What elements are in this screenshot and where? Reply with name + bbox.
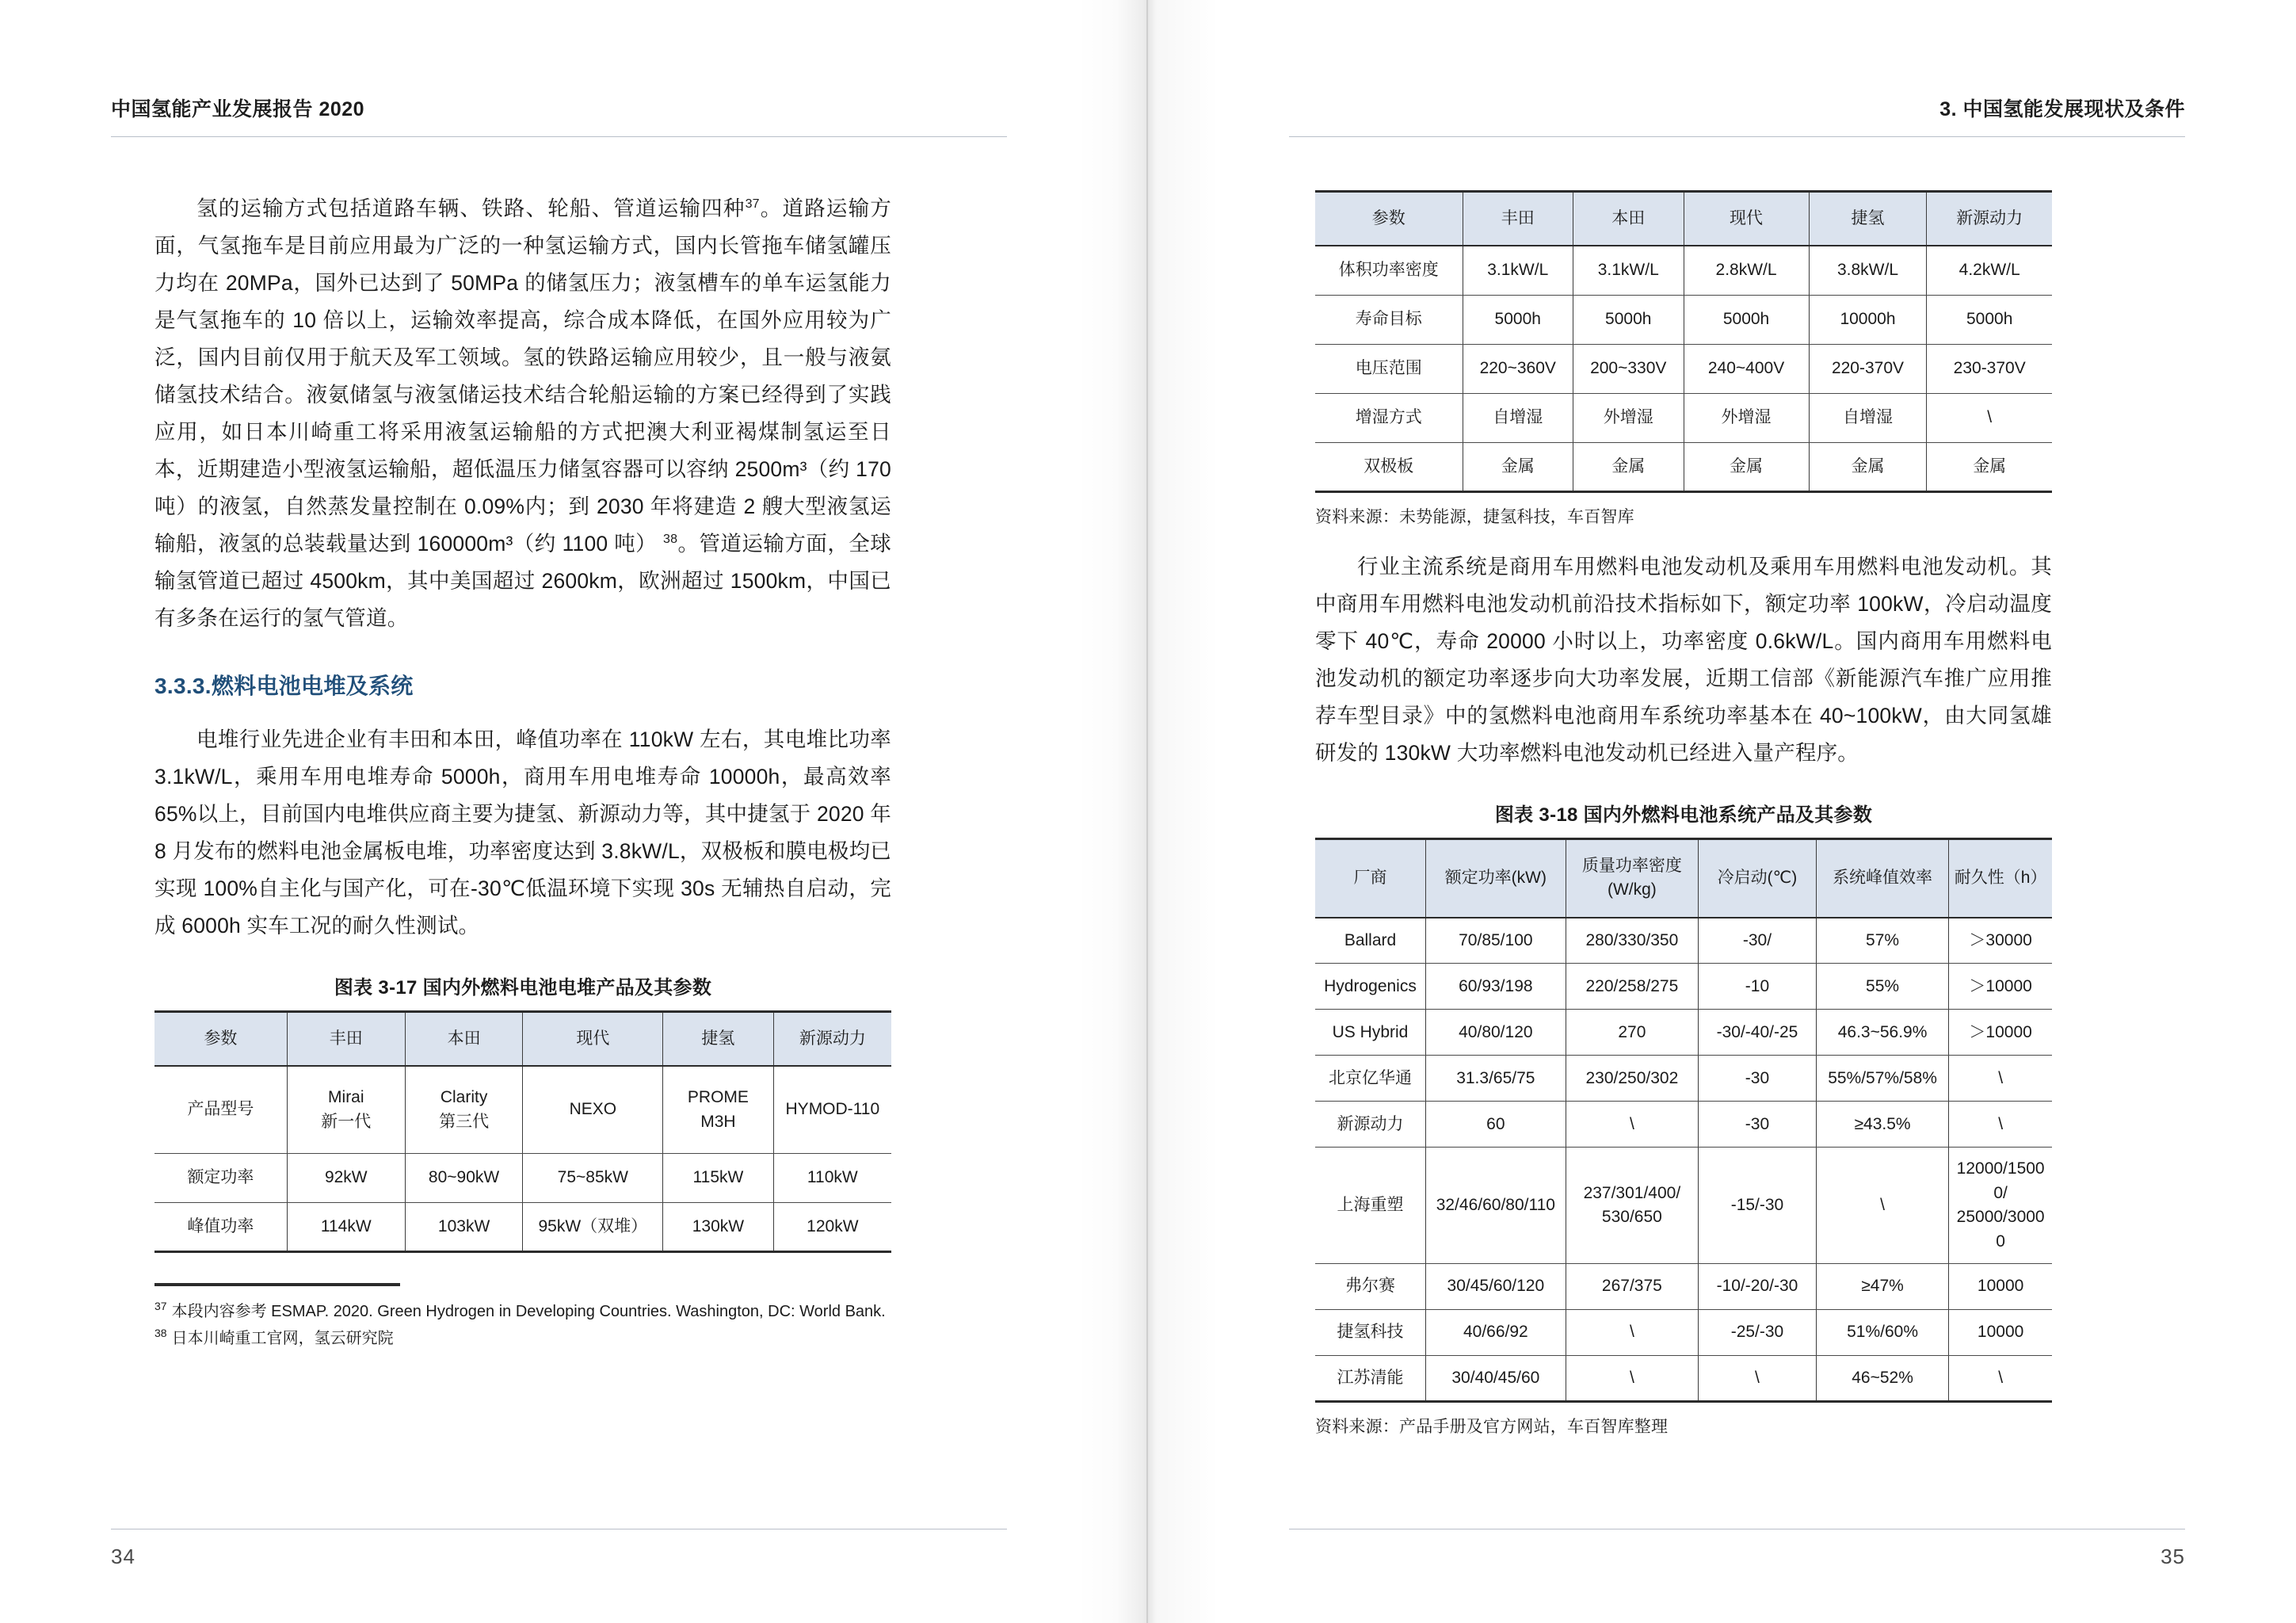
table-row [154, 1153, 891, 1202]
table-top-th-0: 参数 [1315, 192, 1463, 246]
table-top-cell: 5000h [1463, 295, 1573, 344]
table-317-cell: 115kW [663, 1153, 774, 1202]
table-318-cell: 237/301/400/ 530/650 [1566, 1148, 1698, 1264]
table-317-th-1: 丰田 [287, 1012, 405, 1067]
table-top-th-2: 本田 [1573, 192, 1684, 246]
table-318-cell: 江苏清能 [1315, 1356, 1426, 1402]
table-317-cell: 110kW [773, 1153, 891, 1202]
table-top-cell: 增湿方式 [1315, 393, 1463, 442]
table-318-cell: -30/-40/-25 [1699, 1010, 1817, 1056]
table-318-cell: \ [1816, 1148, 1948, 1264]
table-317 [154, 1010, 891, 1253]
table-318-cell: 捷氢科技 [1315, 1310, 1426, 1356]
table-318-cell: 270 [1566, 1010, 1698, 1056]
table-top-th-5: 新源动力 [1927, 192, 2052, 246]
table-317-th-3: 现代 [523, 1012, 663, 1067]
table-318-cell: 55% [1816, 964, 1948, 1010]
table-row [1315, 393, 2052, 442]
table-row [154, 1202, 891, 1251]
table-top-cell: 5000h [1573, 295, 1684, 344]
table-318-cell: ≥43.5% [1816, 1102, 1948, 1148]
table-317-cell: HYMOD-110 [773, 1066, 891, 1153]
table-row [1315, 1010, 2052, 1056]
table-317-header-row [154, 1012, 891, 1067]
table-318-cell: 北京亿华通 [1315, 1056, 1426, 1102]
left-content-column [154, 190, 891, 1353]
table-top-cell: 双极板 [1315, 442, 1463, 491]
table-318-cell: 32/46/60/80/110 [1426, 1148, 1566, 1264]
table-top-cell: 3.1kW/L [1573, 246, 1684, 295]
table-318-cell: Ballard [1315, 918, 1426, 964]
table-top-th-3: 现代 [1684, 192, 1809, 246]
table-318-cell: -15/-30 [1699, 1148, 1817, 1264]
table-row [1315, 1148, 2052, 1264]
table-318-cell: 10000 [1949, 1264, 2052, 1310]
table-row [1315, 246, 2052, 295]
table-top-header-row [1315, 192, 2052, 246]
footnote-38-number: 38 [154, 1327, 167, 1340]
table-top-cell: 自增湿 [1463, 393, 1573, 442]
table-317-cell: Mirai 新一代 [287, 1066, 405, 1153]
table-317-cell: NEXO [523, 1066, 663, 1153]
table-top-cell: 金属 [1927, 442, 2052, 491]
table-318-cell: US Hybrid [1315, 1010, 1426, 1056]
table-318-cell: -25/-30 [1699, 1310, 1817, 1356]
table-top-th-1: 丰田 [1463, 192, 1573, 246]
table-318-cell: \ [1949, 1056, 2052, 1102]
table-318-cell: \ [1949, 1102, 2052, 1148]
table-318-cell: 10000 [1949, 1310, 2052, 1356]
table-top-cell: 5000h [1684, 295, 1809, 344]
table-318-cell: -30 [1699, 1056, 1817, 1102]
table-317-cell: 120kW [773, 1202, 891, 1251]
table-317-th-5: 新源动力 [773, 1012, 891, 1067]
left-paragraph-1 [154, 190, 891, 637]
table-317-cell: 峰值功率 [154, 1202, 287, 1251]
table-top-th-4: 捷氢 [1809, 192, 1927, 246]
table-top-cell: 金属 [1684, 442, 1809, 491]
left-running-head: 中国氢能产业发展报告 2020 [111, 98, 365, 120]
table-top-cell: 金属 [1573, 442, 1684, 491]
table-317-cell: 103kW [405, 1202, 523, 1251]
table-row [1315, 1264, 2052, 1310]
table-318-source: 资料来源：产品手册及官方网站，车百智库整理 [1315, 1418, 1669, 1437]
table-318-cell: -30 [1699, 1102, 1817, 1148]
table-317-cell: 75~85kW [523, 1153, 663, 1202]
table-317-cell: Clarity 第三代 [405, 1066, 523, 1153]
table-318-cell: 220/258/275 [1566, 964, 1698, 1010]
table-318-th-4: 系统峰值效率 [1816, 838, 1948, 917]
table-row [1315, 1310, 2052, 1356]
footnote-38-text: 日本川崎重工官网，氢云研究院 [171, 1329, 394, 1347]
table-318-cell: 230/250/302 [1566, 1056, 1698, 1102]
table-318-cell: 新源动力 [1315, 1102, 1426, 1148]
right-header-rule [1289, 136, 2185, 137]
footnote-marker-37: 37 [745, 197, 760, 212]
table-318-cell: \ [1699, 1356, 1817, 1402]
right-page-number: 35 [2161, 1545, 2185, 1568]
table-row [1315, 918, 2052, 964]
footnote-38 [154, 1326, 891, 1351]
table-318-cell: ≥47% [1816, 1264, 1948, 1310]
table-row [1315, 1056, 2052, 1102]
table-318-cell: \ [1566, 1356, 1698, 1402]
left-paragraph-2: 电堆行业先进企业有丰田和本田，峰值功率在 110kW 左右，其电堆比功率 3.1kW/L，乘用车用电堆寿命 5000h，商用车用电堆寿命 10000h，最高效率 65%以上，目前国内电堆供应商主要为捷氢、新源动力等，其中捷氢于 2020 年 8 月发布的燃料电池金属板电堆，功率密度达到 3.8kW/L，双极板和膜电极均已实现 100%自主化与国产化，可在-30℃低温环境下实现 30s 无辅热自启动，完成 6000h 实车工况的耐久性测试。 [154, 727, 891, 938]
table-top-cell: 10000h [1809, 295, 1927, 344]
table-top-cell: 4.2kW/L [1927, 246, 2052, 295]
table-317-th-2: 本田 [405, 1012, 523, 1067]
table-318-th-0: 厂商 [1315, 838, 1426, 917]
footnote-marker-38: 38 [663, 533, 678, 547]
table-318-cell: 280/330/350 [1566, 918, 1698, 964]
table-317-continued [1315, 190, 2052, 493]
table-top-cell: 5000h [1927, 295, 2052, 344]
table-318-cell: -30/ [1699, 918, 1817, 964]
table-318-th-2: 质量功率密度 (W/kg) [1566, 838, 1698, 917]
table-top-cell: 240~400V [1684, 344, 1809, 393]
table-318-cell: -10/-20/-30 [1699, 1264, 1817, 1310]
table-317-cell: 114kW [287, 1202, 405, 1251]
table-row [1315, 1102, 2052, 1148]
table-318-cell: ＞10000 [1949, 1010, 2052, 1056]
table-top-cell: 3.8kW/L [1809, 246, 1927, 295]
table-318-header-row [1315, 838, 2052, 917]
footnote-37-number: 37 [154, 1300, 167, 1313]
table-318 [1315, 838, 2052, 1403]
table-318-cell: 40/66/92 [1426, 1310, 1566, 1356]
table-top-cell: 外增湿 [1684, 393, 1809, 442]
left-paragraph-1-part1: 氢的运输方式包括道路车辆、铁路、轮船、管道运输四种 [196, 197, 746, 220]
right-content-column [1315, 190, 2052, 1438]
table-top-cell: 体积功率密度 [1315, 246, 1463, 295]
table-top-cell: 3.1kW/L [1463, 246, 1573, 295]
table-318-body [1315, 918, 2052, 1402]
table-317-th-0: 参数 [154, 1012, 287, 1067]
table-318-cell: \ [1566, 1310, 1698, 1356]
table-318-cell: ＞30000 [1949, 918, 2052, 964]
table-318-cell: 70/85/100 [1426, 918, 1566, 964]
table-318-cell: 267/375 [1566, 1264, 1698, 1310]
table-318-cell: \ [1949, 1356, 2052, 1402]
table-318-th-3: 冷启动(℃) [1699, 838, 1817, 917]
table-top-source: 资料来源：未势能源，捷氢科技，车百智库 [1315, 507, 1634, 526]
table-318-cell: \ [1566, 1102, 1698, 1148]
table-318-cell: 60/93/198 [1426, 964, 1566, 1010]
table-317-cell: 产品型号 [154, 1066, 287, 1153]
left-paragraph-1-part3: 。管道运输方面，全球输氢管道已超过 4500km，其中美国超过 2600km，欧洲超过 1500km，中国已有多条在运行的氢气管道。 [154, 532, 891, 630]
table-317-cell: 80~90kW [405, 1153, 523, 1202]
table-318-cell: 31.3/65/75 [1426, 1056, 1566, 1102]
right-page [1148, 0, 2296, 1623]
table-317-cell: 92kW [287, 1153, 405, 1202]
table-318-cell: 51%/60% [1816, 1310, 1948, 1356]
table-318-cell: 30/45/60/120 [1426, 1264, 1566, 1310]
table-318-cell: 30/40/45/60 [1426, 1356, 1566, 1402]
table-317-caption: 图表 3-17 国内外燃料电池电堆产品及其参数 [334, 977, 712, 999]
left-header-rule [111, 136, 1007, 137]
table-318-cell: 46.3~56.9% [1816, 1010, 1948, 1056]
table-top-cell: \ [1927, 393, 2052, 442]
table-top-cell: 外增湿 [1573, 393, 1684, 442]
table-row [1315, 442, 2052, 491]
table-318-th-1: 额定功率(kW) [1426, 838, 1566, 917]
table-318-cell: 弗尔赛 [1315, 1264, 1426, 1310]
right-paragraph-1: 行业主流系统是商用车用燃料电池发动机及乘用车用燃料电池发动机。其中商用车用燃料电池发动机前沿技术指标如下，额定功率 100kW，冷启动温度零下 40℃，寿命 20000 小时以上，功率密度 0.6kW/L。国内商用车用燃料电池发动机的额定功率逐步向大功率发展，近期工信部《新能源汽车推广应用推荐车型目录》中的氢燃料电池商用车系统功率基本在 40~100kW，由大同氢雄研发的 130kW 大功率燃料电池发动机已经进入量产程序。 [1315, 554, 2052, 765]
table-row [1315, 344, 2052, 393]
section-heading-3-3-3: 3.3.3.燃料电池电堆及系统 [154, 674, 414, 698]
table-318-cell: ＞10000 [1949, 964, 2052, 1010]
table-top-cell: 2.8kW/L [1684, 246, 1809, 295]
footnote-37 [154, 1299, 891, 1324]
left-paragraph-1-part2: 。道路运输方面，气氢拖车是目前应用最为广泛的一种氢运输方式，国内长管拖车储氢罐压力均在 20MPa，国外已达到了 50MPa 的储氢压力；液氢槽车的单车运氢能力是气氢拖车的 10 倍以上，运输效率提高，综合成本降低，在国外应用较为广泛，国内目前仅用于航天及军工领域。氢的铁路运输应用较少，且一般与液氨储氢技术结合。液氨储氢与液氢储运技术结合轮船运输的方案已经得到了实践应用，如日本川崎重工将采用液氢运输船的方式把澳大利亚褐煤制氢运至日本，近期建造小型液氢运输船，超低温压力储氢容器可以容纳 2500m³（约 170 吨）的液氢，自然蒸发量控制在 0.09%内；到 2030 年将建造 2 艘大型液氢运输船，液氢的总装载量达到 160000m³（约 1100 吨） [154, 197, 891, 556]
table-318-cell: 60 [1426, 1102, 1566, 1148]
table-top-cell: 金属 [1463, 442, 1573, 491]
table-317-cell: 130kW [663, 1202, 774, 1251]
table-top-cell: 230-370V [1927, 344, 2052, 393]
table-317-cell: 95kW（双堆） [523, 1202, 663, 1251]
table-top-cell: 220~360V [1463, 344, 1573, 393]
table-top-cell: 电压范围 [1315, 344, 1463, 393]
left-page-number: 34 [111, 1545, 135, 1568]
table-318-th-5: 耐久性（h） [1949, 838, 2052, 917]
table-318-caption: 图表 3-18 国内外燃料电池系统产品及其参数 [1494, 804, 1873, 826]
footnote-separator [154, 1283, 400, 1286]
table-row [154, 1066, 891, 1153]
table-top-cell: 200~330V [1573, 344, 1684, 393]
table-317-th-4: 捷氢 [663, 1012, 774, 1067]
table-row [1315, 964, 2052, 1010]
right-running-head: 3. 中国氢能发展现状及条件 [1939, 98, 2185, 120]
table-318-cell: 12000/15000/ 25000/30000 [1949, 1148, 2052, 1264]
table-top-cell: 220-370V [1809, 344, 1927, 393]
table-318-cell: Hydrogenics [1315, 964, 1426, 1010]
table-318-cell: 40/80/120 [1426, 1010, 1566, 1056]
table-317-cell: PROME M3H [663, 1066, 774, 1153]
table-318-cell: -10 [1699, 964, 1817, 1010]
table-top-cell: 金属 [1809, 442, 1927, 491]
footnote-37-text: 本段内容参考 ESMAP. 2020. Green Hydrogen in Developing Countries. Washington, DC: World Bank. [171, 1302, 886, 1320]
table-top-cell: 自增湿 [1809, 393, 1927, 442]
table-row [1315, 295, 2052, 344]
table-318-cell: 上海重塑 [1315, 1148, 1426, 1264]
table-317-cell: 额定功率 [154, 1153, 287, 1202]
table-318-cell: 55%/57%/58% [1816, 1056, 1948, 1102]
table-318-cell: 46~52% [1816, 1356, 1948, 1402]
table-top-cell: 寿命目标 [1315, 295, 1463, 344]
table-row [1315, 1356, 2052, 1402]
table-318-cell: 57% [1816, 918, 1948, 964]
